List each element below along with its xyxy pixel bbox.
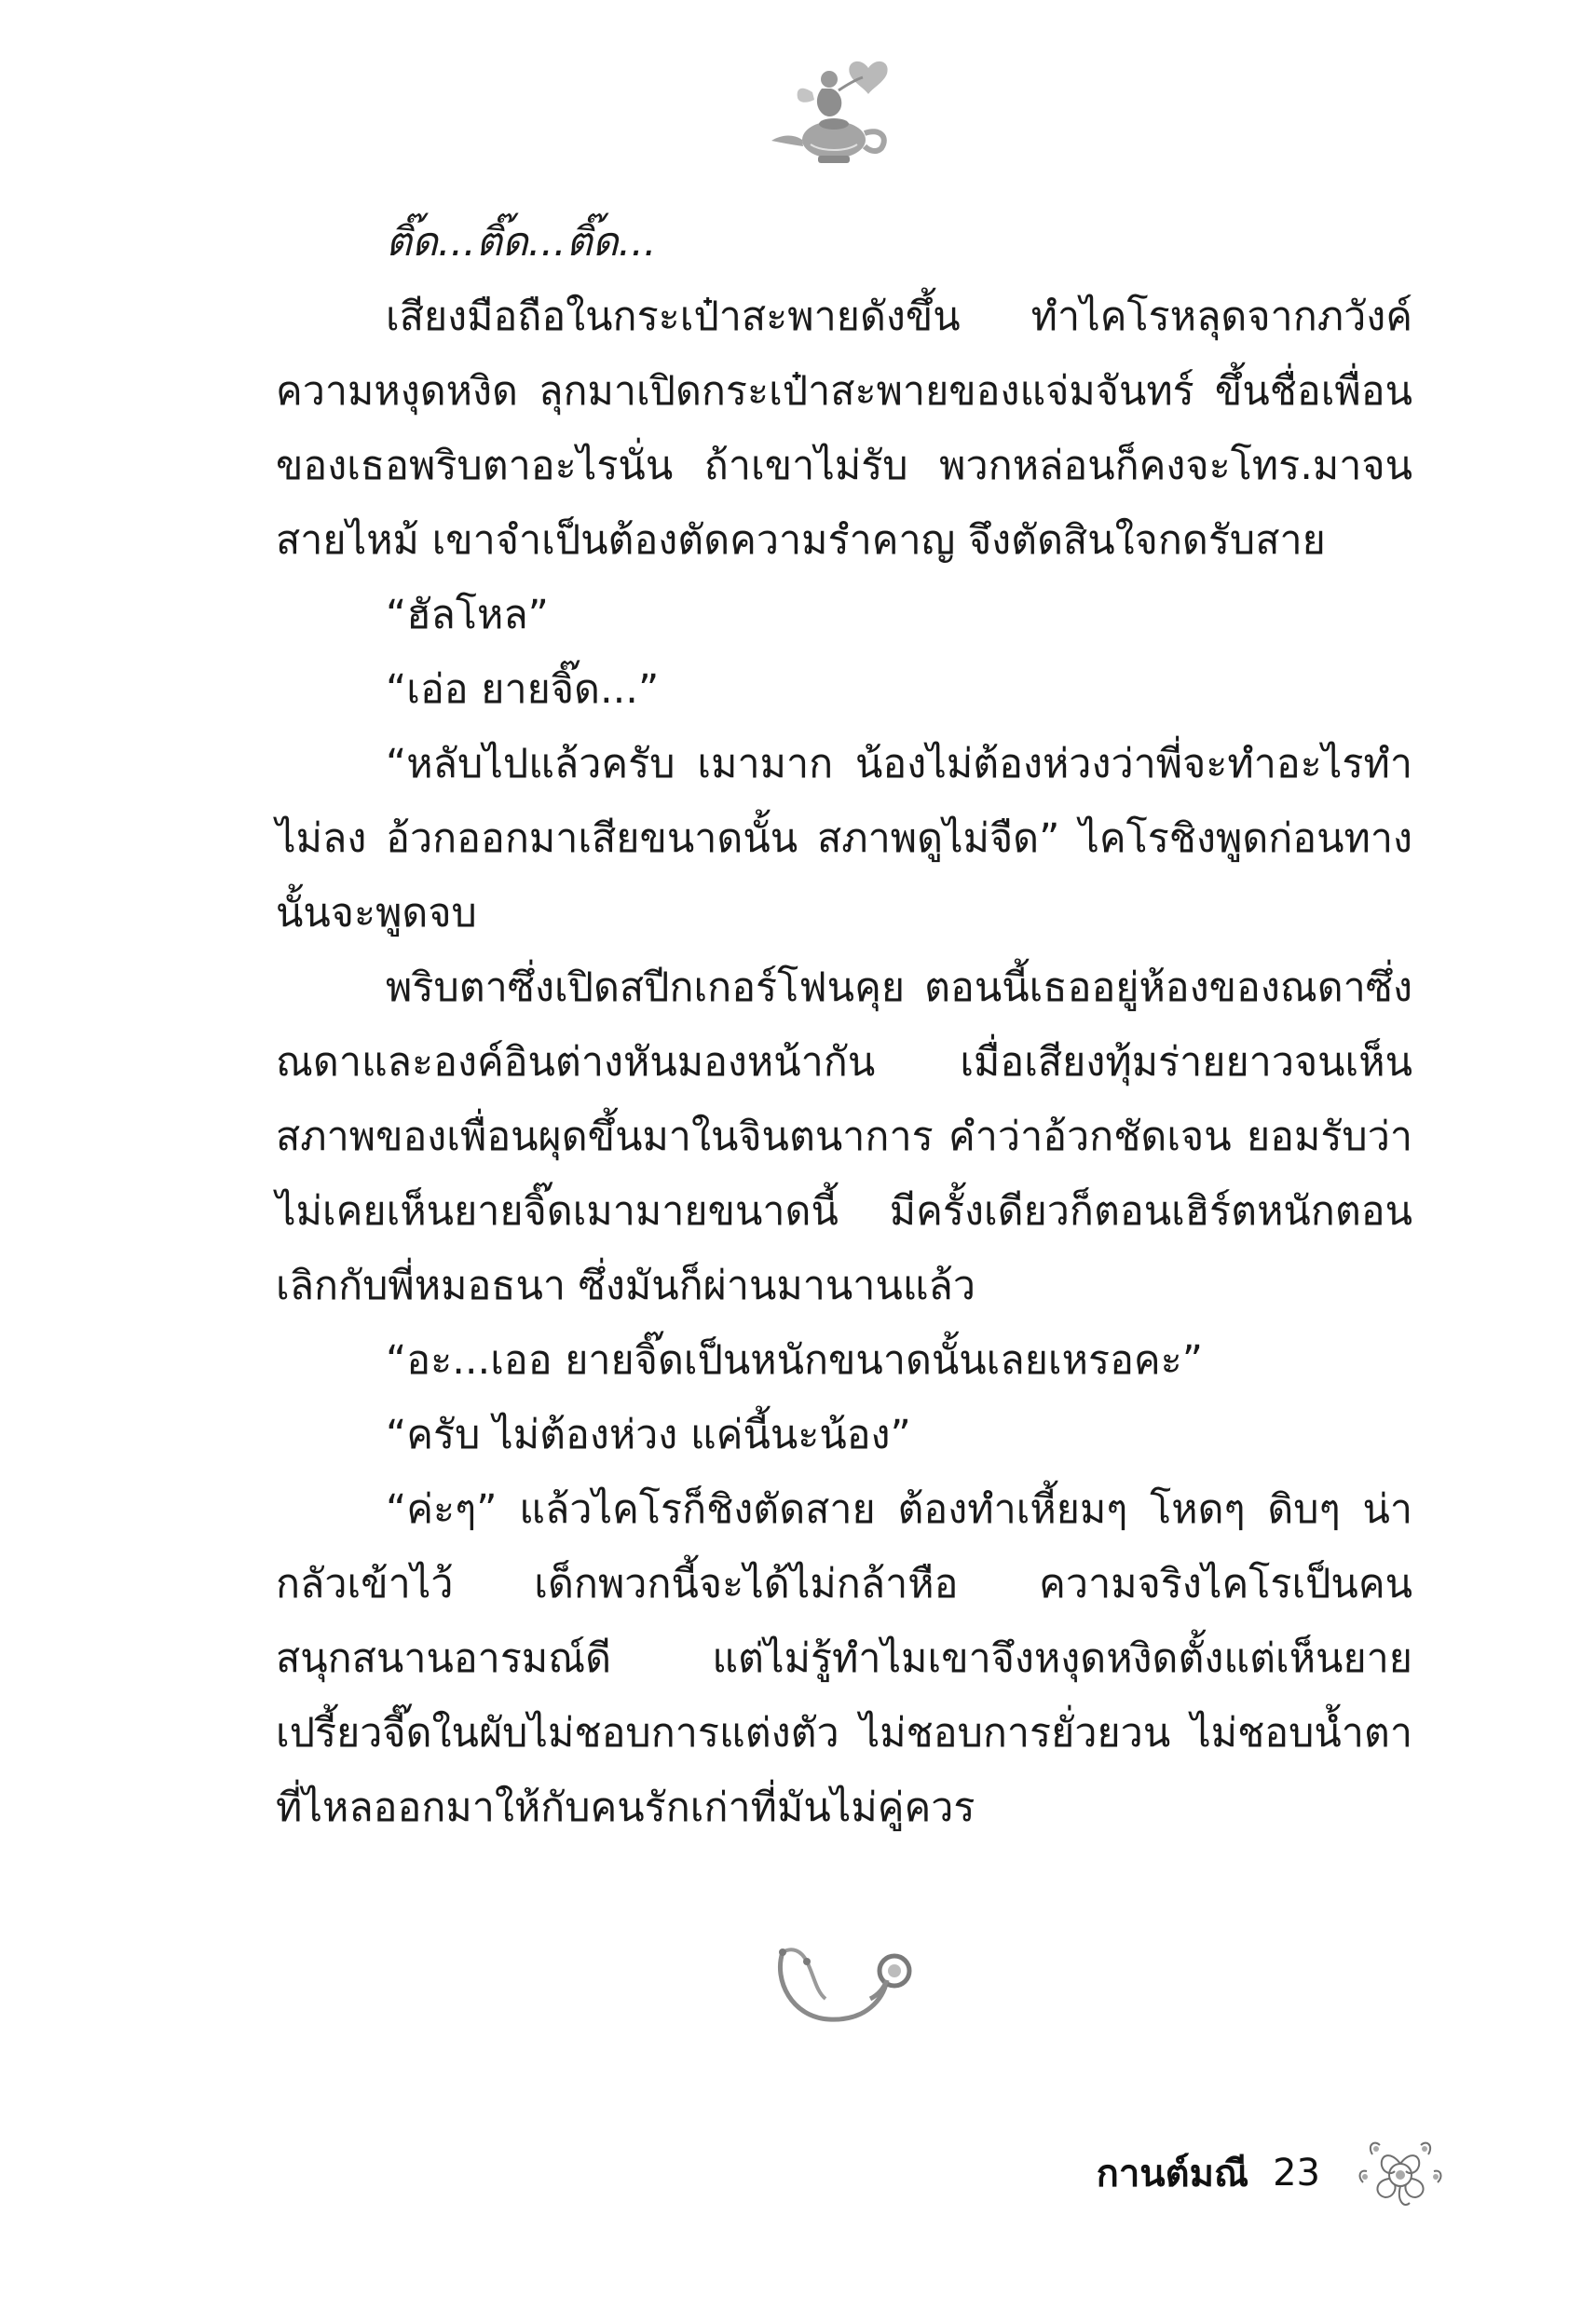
body-text: [276, 205, 1412, 1845]
stethoscope-icon: [764, 1934, 922, 2036]
cupid-teapot-icon: [764, 51, 904, 172]
author-name: กานต์มณี: [1096, 2153, 1249, 2195]
paragraph: “อะ...เออ ยายจิ๊ดเป็นหนักขนาดนั้นเลยเหรอคะ”: [386, 1337, 1204, 1384]
paragraph: “เอ่อ ยายจิ๊ด...”: [386, 666, 660, 713]
paragraph: “ครับ ไม่ต้องห่วง แค่นี้นะน้อง”: [386, 1412, 911, 1458]
paragraph: “ค่ะๆ” แล้วไคโรก็ชิงตัดสาย ต้องทำเหี้ยมๆ โหดๆ ดิบๆ น่ากลัวเข้าไว้ เด็กพวกนี้จะได้ไม่กล้าหือ ความจริงไคโรเป็นคนสนุกสนานอารมณ์ดี แต่ไม่รู้ทำไมเขาจึงหงุดหงิดตั้งแต่เห็นยายเปรี้ยวจี๊ดในผับไม่ชอบการแต่งตัว ไม่ชอบการยั่วยวน ไม่ชอบน้ำตาที่ไหลออกมาให้กับคนรักเก่าที่มันไม่คู่ควร: [276, 1486, 1412, 1831]
paragraph: “ฮัลโหล”: [386, 592, 549, 638]
paragraph: เสียงมือถือในกระเป๋าสะพายดังขึ้น ทำไคโรหลุดจากภวังค์ความหงุดหงิด ลุกมาเปิดกระเป๋าสะพายของแจ่มจันทร์ ขึ้นชื่อเพื่อนของเธอพริบตาอะไรนั่น ถ้าเขาไม่รับ พวกหล่อนก็คงจะโทร.มาจนสายไหม้ เขาจำเป็นต้องตัดความรำคาญ จึงตัดสินใจกดรับสาย: [276, 294, 1412, 564]
page-footer: [1097, 2126, 1447, 2220]
paragraph: ติ๊ด...ติ๊ด...ติ๊ด...: [386, 219, 657, 266]
flower-icon: [1354, 2126, 1447, 2220]
paragraph: พริบตาซึ่งเปิดสปีกเกอร์โฟนคุย ตอนนี้เธออยู่ห้องของณดาซึ่งณดาและองค์อินต่างหันมองหน้ากัน เมื่อเสียงทุ้มร่ายยาวจนเห็นสภาพของเพื่อนผุดขึ้นมาในจินตนาการ คำว่าอ้วกชัดเจน ยอมรับว่าไม่เคยเห็นยายจิ๊ดเมามายขนาดนี้ มีครั้งเดียวก็ตอนเฮิร์ตหนักตอนเลิกกับพี่หมอธนา ซึ่งมันก็ผ่านมานานแล้ว: [276, 964, 1412, 1309]
page-number: 23: [1273, 2152, 1320, 2195]
paragraph: “หลับไปแล้วครับ เมามาก น้องไม่ต้องห่วงว่าพี่จะทำอะไรทำไม่ลง อ้วกออกมาเสียขนาดนั้น สภาพดูไม่จืด” ไคโรชิงพูดก่อนทางนั้นจะพูดจบ: [276, 741, 1412, 937]
